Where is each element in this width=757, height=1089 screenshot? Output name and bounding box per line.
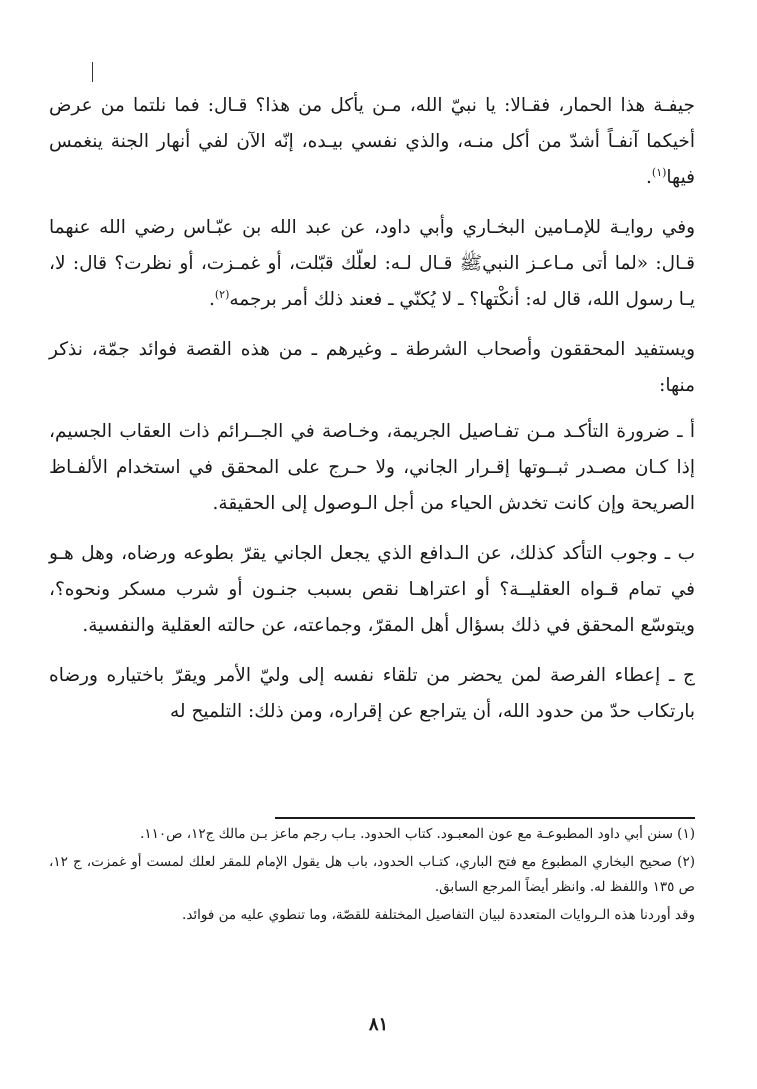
margin-mark <box>92 62 93 82</box>
main-text <box>49 88 695 744</box>
point-b: ب ـ وجوب التأكد كذلك، عن الـدافع الذي يجعل الجاني يقرّ بطوعه ورضاه، وهل هـو في تمام قـواه العقليــة؟ أو اعتراهـا نقص بسبب جنـون أو شرب مسكر ونحوه؟، ويتوسّع المحقق في ذلك بسؤال أهل المقرّ، وجماعته، عن حالته العقلية والنفسية. <box>49 543 695 636</box>
paragraph-2-end: . <box>208 289 215 310</box>
point-a: أ ـ ضرورة التأكـد مـن تفـاصيل الجريمة، وخـاصة في الجــرائم ذات العقاب الجسيم، إذا كـان مصـدر ثبــوتها إقـرار الجاني، ولا حـرج على المحقق في استخدام الألفـاظ الصريحة وإن كانت تخدش الحياء من أجل الـوصول إلى الحقيقة. <box>49 421 695 514</box>
paragraph-2-text: وفي روايـة للإمـامين البخـاري وأبي داود، عن عبد الله بن عبّـاس رضي الله عنهما قـال: «لما أتى مـاعـز النبيﷺ قـال لـه: لعلّك قبّلت، أو غمـزت، أو نظرت؟ قال: لا، يـا رسول الله، قال له: أنكْتها؟ ـ لا يُكنّي ـ فعند ذلك أمر برجمه <box>49 217 695 310</box>
page-number: ٨١ <box>368 1014 389 1035</box>
footnotes <box>49 822 695 931</box>
paragraph-1-text: جيفـة هذا الحمار، فقـالا: يا نبيّ الله، مـن يأكل من هذا؟ قـال: فما نلتما من عرض أخيكما آنفـاً أشدّ من أكل منـه، والذي نفسي بيـده، إنّه الآن لفي أنهار الجنة ينغمس فيها <box>49 95 695 188</box>
footnote-divider <box>275 817 695 819</box>
paragraph-2 <box>49 210 695 318</box>
footnote-2: (٢) صحيح البخاري المطبوع مع فتح الباري، كتـاب الحدود، باب هل يقول الإمام للمقر لعلك لمست أو غمزت، ج ١٢، ص ١٣٥ واللفظ له. وانظر أيضاً المرجع السابق. <box>49 854 695 895</box>
footnote-ref-2[interactable]: (٢) <box>214 287 230 301</box>
paragraph-3: ويستفيد المحققون وأصحاب الشرطة ـ وغيرهم ـ من هذه القصة فوائد جمّة، نذكر منها: <box>49 339 695 396</box>
footnote-ref-1[interactable]: (١) <box>651 165 667 179</box>
point-c: ج ـ إعطاء الفرصة لمن يحضر من تلقاء نفسه إلى وليّ الأمر ويقرّ باختياره ورضاه بارتكاب حدّ من حدود الله، أن يتراجع عن إقراره، ومن ذلك: التلميح له <box>49 665 695 722</box>
footnote-note: وقد أوردنا هذه الـروايات المتعددة لبيان التفاصيل المختلفة للقصّة، وما تنطوي عليه من فوائد. <box>182 907 695 923</box>
footnote-1: (١) سنن أبي داود المطبوعـة مع عون المعبـود. كتاب الحدود. بـاب رجم ماعز بـن مالك ج١٢، ص١١٠. <box>140 826 695 842</box>
paragraph-1: جيفـة هذا الحمار، فقـالا: يا نبيّ الله، مـن يأكل من هذا؟ قـال: فما نلتما من عرض أخيكما آنفـاً أشدّ من أكل منـه، والذي نفسي بيـده، إنّه الآن لفي أنهار الجنة ينغمس فيها$^{(١)}$. <box>49 95 695 188</box>
